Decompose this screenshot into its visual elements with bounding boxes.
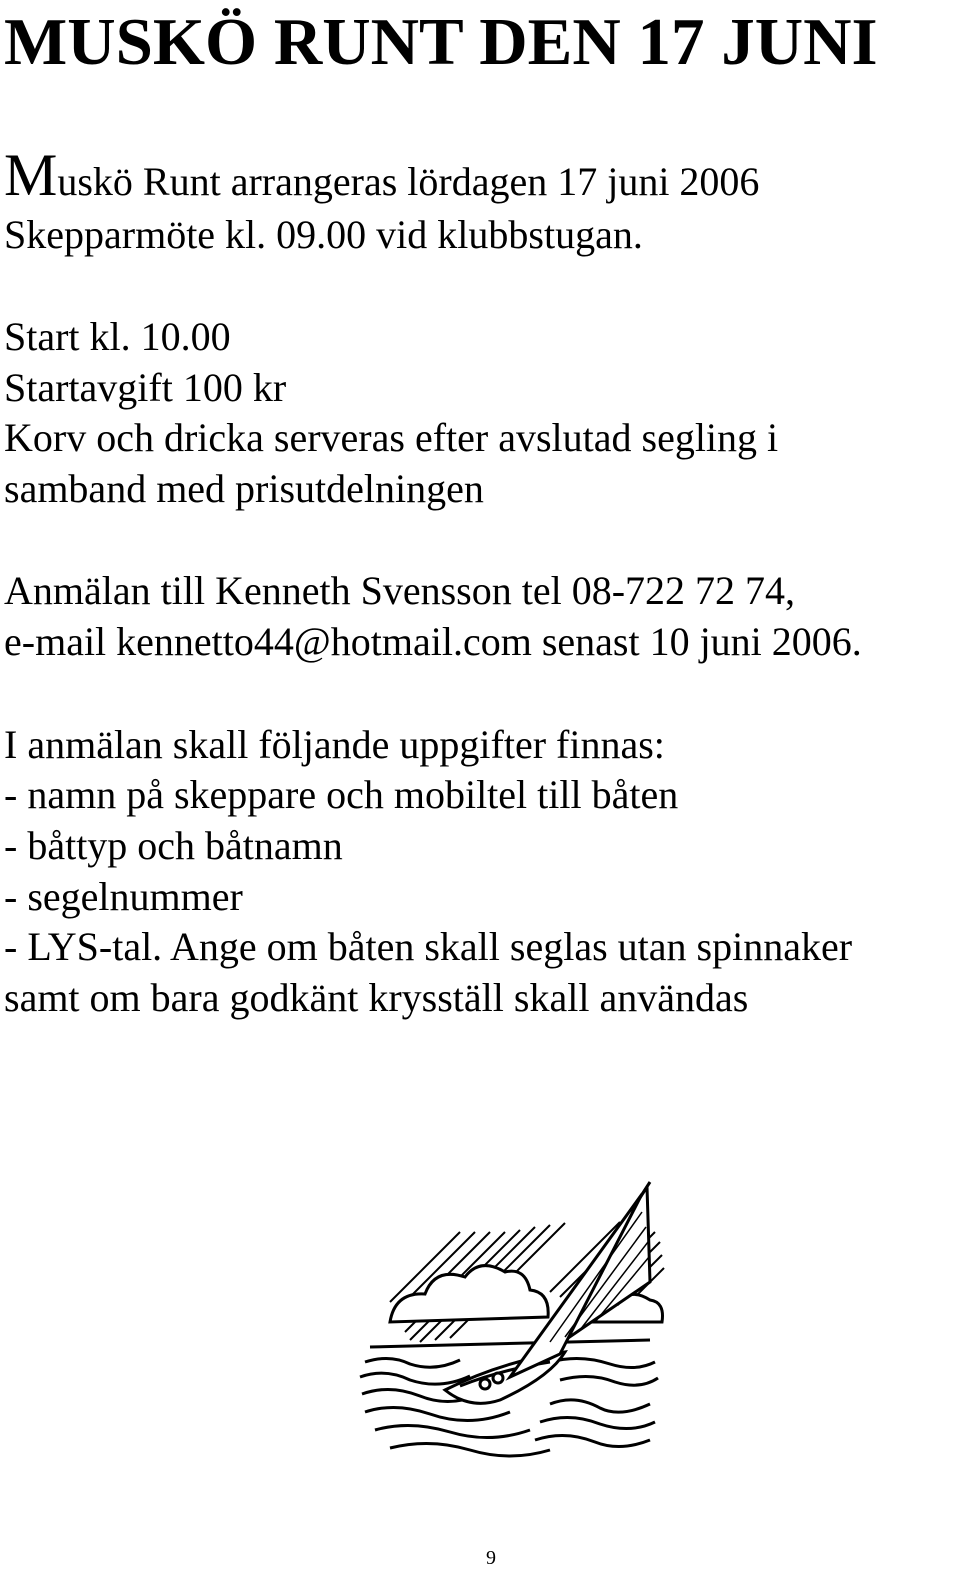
start-time: Start kl. 10.00 [4,314,231,359]
registration-line-2: e-mail kennetto44@hotmail.com senast 10 juni 2006. [4,619,862,664]
requirement-item: - båttyp och båtnamn [4,823,343,868]
food-line-1: Korv och dricka serveras efter avslutad segling i [4,415,779,460]
requirement-item-continued: samt om bara godkänt krysställ skall användas [4,975,749,1020]
sea-waves [360,1340,658,1456]
dropcap-letter: M [4,142,58,208]
food-line-2: samband med prisutdelningen [4,466,484,511]
page-number: 9 [486,1547,496,1569]
requirements-heading: I anmälan skall följande uppgifter finnas: [4,722,665,767]
registration-line-1: Anmälan till Kenneth Svensson tel 08-722 72 74, [4,568,796,613]
intro-line-1-text: uskö Runt arrangeras lördagen 17 juni 2006 [57,159,760,204]
sailboat-illustration-icon [350,1172,670,1472]
intro-line-2: Skepparmöte kl. 09.00 vid klubbstugan. [4,212,643,257]
sails [510,1182,650,1377]
intro-line-1 [4,142,760,208]
requirement-item: - segelnummer [4,874,243,919]
page-title: MUSKÖ RUNT DEN 17 JUNI [4,5,878,79]
requirement-item: - LYS-tal. Ange om båten skall seglas utan spinnaker [4,924,853,969]
requirement-item: - namn på skeppare och mobiltel till båten [4,772,679,817]
start-fee: Startavgift 100 kr [4,365,287,410]
